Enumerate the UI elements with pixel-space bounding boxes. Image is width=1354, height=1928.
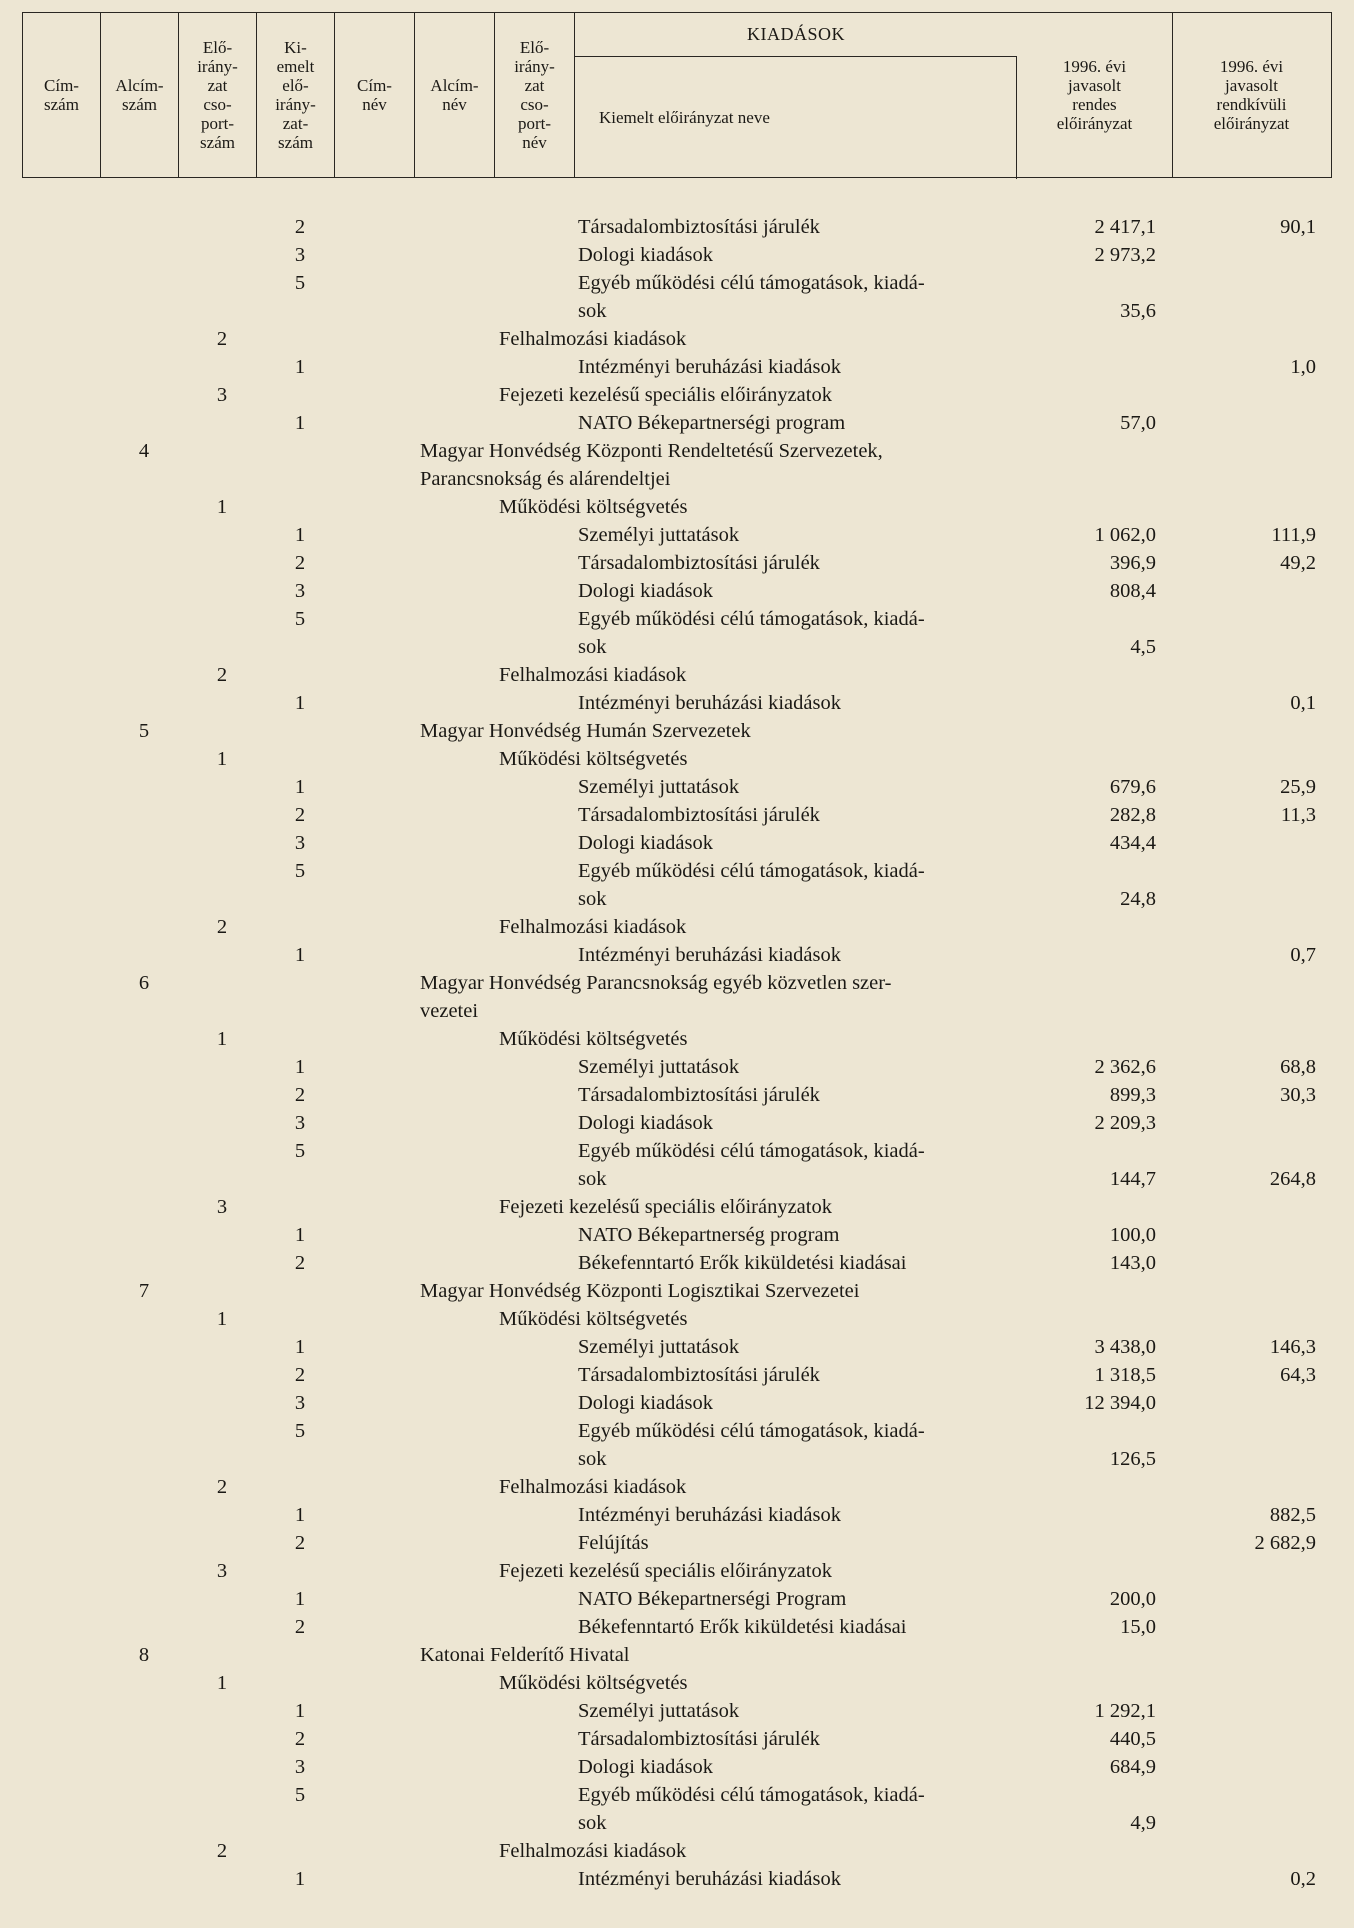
- row-label: Magyar Honvédség Parancsnokság egyéb közvetlen szer-: [420, 972, 892, 994]
- row-label: Személyi juttatások: [578, 1336, 740, 1358]
- cim-number: 4: [138, 440, 150, 462]
- row-label: Egyéb működési célú támogatások, kiadá-: [578, 608, 925, 630]
- rendes-value: 1 062,0: [1094, 524, 1156, 546]
- kiemelt-eloiranyzat-number: 1: [294, 1224, 306, 1246]
- kiemelt-eloiranyzat-number: 3: [294, 1756, 306, 1778]
- table-row: [0, 1473, 1354, 1501]
- table-body: [0, 213, 1354, 1893]
- kiemelt-eloiranyzat-number: 2: [294, 1364, 306, 1386]
- kiemelt-eloiranyzat-number: 1: [294, 1700, 306, 1722]
- table-row: [0, 549, 1354, 577]
- rendkivuli-value: 0,1: [1290, 692, 1316, 714]
- header-rendes-eloiranyzat: 1996. évi javasolt rendes előirányzat: [1017, 13, 1173, 177]
- table-row: [0, 381, 1354, 409]
- table-row: [0, 577, 1354, 605]
- kiemelt-eloiranyzat-number: 1: [294, 1336, 306, 1358]
- rendes-value: 2 417,1: [1094, 216, 1156, 238]
- table-row: [0, 437, 1354, 465]
- kiemelt-eloiranyzat-number: 5: [294, 860, 306, 882]
- row-label: Egyéb működési célú támogatások, kiadá-: [578, 1140, 925, 1162]
- row-label: Fejezeti kezelésű speciális előirányzatok: [499, 1196, 832, 1218]
- row-label: sok: [578, 888, 607, 910]
- table-row: [0, 661, 1354, 689]
- row-label: Intézményi beruházási kiadások: [578, 692, 841, 714]
- rendkivuli-value: 0,2: [1290, 1868, 1316, 1890]
- table-row: [0, 1109, 1354, 1137]
- row-label: Működési költségvetés: [499, 1672, 688, 1694]
- row-label: NATO Békepartnerségi Program: [578, 1588, 847, 1610]
- rendes-value: 24,8: [1120, 888, 1156, 910]
- rendes-value: 679,6: [1109, 776, 1156, 798]
- row-label: Működési költségvetés: [499, 496, 688, 518]
- header-eloiranyzat-csoport-szam: Elő- irány- zat cso- port- szám: [179, 13, 257, 177]
- header-kiemelt-eloiranyzat-szam: Ki- emelt elő- irány- zat- szám: [257, 13, 335, 177]
- row-label: Magyar Honvédség Humán Szervezetek: [420, 720, 751, 742]
- table-row: [0, 1137, 1354, 1165]
- row-label: Társadalombiztosítási járulék: [578, 1364, 820, 1386]
- row-label: Dologi kiadások: [578, 1756, 713, 1778]
- rendkivuli-value: 68,8: [1280, 1056, 1316, 1078]
- row-label: Felhalmozási kiadások: [499, 328, 687, 350]
- table-row: [0, 829, 1354, 857]
- row-label: sok: [578, 636, 607, 658]
- rendkivuli-value: 2 682,9: [1254, 1532, 1316, 1554]
- row-label: Intézményi beruházási kiadások: [578, 1504, 841, 1526]
- rendes-value: 396,9: [1109, 552, 1156, 574]
- row-label: Békefenntartó Erők kiküldetési kiadásai: [578, 1252, 907, 1274]
- table-row: [0, 1641, 1354, 1669]
- row-label: Felhalmozási kiadások: [499, 664, 687, 686]
- table-row: [0, 1865, 1354, 1893]
- kiemelt-eloiranyzat-number: 2: [294, 1532, 306, 1554]
- row-label: Intézményi beruházási kiadások: [578, 1868, 841, 1890]
- table-row: [0, 1529, 1354, 1557]
- eloiranyzat-csoport-number: 2: [216, 916, 228, 938]
- table-row: [0, 297, 1354, 325]
- header-kiemelt-eloiranyzat-neve: Kiemelt előirányzat neve: [575, 57, 1017, 179]
- rendes-value: 12 394,0: [1084, 1392, 1156, 1414]
- rendes-value: 4,9: [1130, 1812, 1156, 1834]
- table-row: [0, 409, 1354, 437]
- table-header: [22, 12, 1332, 178]
- table-row: [0, 1277, 1354, 1305]
- eloiranyzat-csoport-number: 3: [216, 1196, 228, 1218]
- row-label: vezetei: [420, 1000, 479, 1022]
- row-label: sok: [578, 1448, 607, 1470]
- header-rendkivuli-eloiranyzat: 1996. évi javasolt rendkívüli előirányzat: [1213, 57, 1290, 133]
- kiemelt-eloiranyzat-number: 1: [294, 1868, 306, 1890]
- table-row: [0, 1613, 1354, 1641]
- table-row: [0, 941, 1354, 969]
- kiemelt-eloiranyzat-number: 1: [294, 1504, 306, 1526]
- table-row: [0, 325, 1354, 353]
- table-row: [0, 969, 1354, 997]
- row-label: Egyéb működési célú támogatások, kiadá-: [578, 272, 925, 294]
- table-row: [0, 745, 1354, 773]
- header-kiadasok: KIADÁSOK: [575, 13, 1017, 57]
- rendkivuli-value: 11,3: [1280, 804, 1316, 826]
- table-row: [0, 493, 1354, 521]
- table-row: [0, 689, 1354, 717]
- row-label: Dologi kiadások: [578, 832, 713, 854]
- rendkivuli-value: 1,0: [1290, 356, 1316, 378]
- rendkivuli-value: 90,1: [1280, 216, 1316, 238]
- rendes-value: 3 438,0: [1094, 1336, 1156, 1358]
- table-row: [0, 997, 1354, 1025]
- row-label: NATO Békepartnerségi program: [578, 412, 846, 434]
- table-row: [0, 1781, 1354, 1809]
- rendes-value: 440,5: [1109, 1728, 1156, 1750]
- kiemelt-eloiranyzat-number: 2: [294, 216, 306, 238]
- row-label: Felújítás: [578, 1532, 649, 1554]
- row-label: Társadalombiztosítási járulék: [578, 1728, 820, 1750]
- kiemelt-eloiranyzat-number: 5: [294, 272, 306, 294]
- table-row: [0, 717, 1354, 745]
- kiemelt-eloiranyzat-number: 5: [294, 1420, 306, 1442]
- row-label: Személyi juttatások: [578, 1700, 740, 1722]
- row-label: Működési költségvetés: [499, 1028, 688, 1050]
- kiemelt-eloiranyzat-number: 2: [294, 1616, 306, 1638]
- row-label: Működési költségvetés: [499, 748, 688, 770]
- rendkivuli-value: 264,8: [1269, 1168, 1316, 1190]
- rendkivuli-value: 64,3: [1280, 1364, 1316, 1386]
- header-alcim-nev: Alcím- név: [415, 13, 495, 177]
- rendes-value: 100,0: [1109, 1224, 1156, 1246]
- row-label: Dologi kiadások: [578, 1392, 713, 1414]
- eloiranyzat-csoport-number: 1: [216, 1672, 228, 1694]
- header-eloiranyzat-csoport-nev: Elő- irány- zat cso- port- név: [495, 13, 575, 177]
- rendes-value: 4,5: [1130, 636, 1156, 658]
- table-row: [0, 465, 1354, 493]
- rendes-value: 2 362,6: [1094, 1056, 1156, 1078]
- header-cim-nev: Cím- név: [335, 13, 415, 177]
- kiemelt-eloiranyzat-number: 5: [294, 608, 306, 630]
- row-label: Magyar Honvédség Központi Rendeltetésű Szervezetek,: [420, 440, 883, 462]
- rendes-value: 35,6: [1120, 300, 1156, 322]
- kiemelt-eloiranyzat-number: 1: [294, 356, 306, 378]
- row-label: Társadalombiztosítási járulék: [578, 552, 820, 574]
- row-label: Személyi juttatások: [578, 776, 740, 798]
- table-row: [0, 1445, 1354, 1473]
- row-label: Intézményi beruházási kiadások: [578, 356, 841, 378]
- table-row: [0, 605, 1354, 633]
- table-row: [0, 1753, 1354, 1781]
- kiemelt-eloiranyzat-number: 3: [294, 832, 306, 854]
- rendes-value: 200,0: [1109, 1588, 1156, 1610]
- cim-number: 7: [138, 1280, 150, 1302]
- rendes-value: 1 318,5: [1094, 1364, 1156, 1386]
- kiemelt-eloiranyzat-number: 5: [294, 1784, 306, 1806]
- rendes-value: 899,3: [1109, 1084, 1156, 1106]
- row-label: Társadalombiztosítási járulék: [578, 216, 820, 238]
- eloiranyzat-csoport-number: 1: [216, 1308, 228, 1330]
- kiemelt-eloiranyzat-number: 5: [294, 1140, 306, 1162]
- row-label: Felhalmozási kiadások: [499, 1840, 687, 1862]
- kiemelt-eloiranyzat-number: 1: [294, 776, 306, 798]
- table-row: [0, 1585, 1354, 1613]
- rendkivuli-value: 49,2: [1280, 552, 1316, 574]
- kiemelt-eloiranyzat-number: 3: [294, 244, 306, 266]
- kiemelt-eloiranyzat-number: 3: [294, 1392, 306, 1414]
- table-row: [0, 241, 1354, 269]
- table-row: [0, 1669, 1354, 1697]
- row-label: Egyéb működési célú támogatások, kiadá-: [578, 1420, 925, 1442]
- row-label: Egyéb működési célú támogatások, kiadá-: [578, 860, 925, 882]
- table-row: [0, 773, 1354, 801]
- kiemelt-eloiranyzat-number: 1: [294, 944, 306, 966]
- kiemelt-eloiranyzat-number: 2: [294, 1728, 306, 1750]
- rendes-value: 808,4: [1109, 580, 1156, 602]
- eloiranyzat-csoport-number: 3: [216, 384, 228, 406]
- row-label: Katonai Felderítő Hivatal: [420, 1644, 630, 1666]
- kiemelt-eloiranyzat-number: 1: [294, 1056, 306, 1078]
- table-row: [0, 1333, 1354, 1361]
- table-row: [0, 1221, 1354, 1249]
- row-label: Intézményi beruházási kiadások: [578, 944, 841, 966]
- rendes-value: 434,4: [1109, 832, 1156, 854]
- kiemelt-eloiranyzat-number: 3: [294, 580, 306, 602]
- row-label: Működési költségvetés: [499, 1308, 688, 1330]
- kiemelt-eloiranyzat-number: 1: [294, 524, 306, 546]
- rendes-value: 126,5: [1109, 1448, 1156, 1470]
- table-row: [0, 885, 1354, 913]
- kiemelt-eloiranyzat-number: 2: [294, 804, 306, 826]
- rendkivuli-value: 0,7: [1290, 944, 1316, 966]
- eloiranyzat-csoport-number: 1: [216, 1028, 228, 1050]
- kiemelt-eloiranyzat-number: 2: [294, 552, 306, 574]
- row-label: Dologi kiadások: [578, 244, 713, 266]
- eloiranyzat-csoport-number: 1: [216, 496, 228, 518]
- row-label: Magyar Honvédség Központi Logisztikai Szervezetei: [420, 1280, 860, 1302]
- table-row: [0, 1809, 1354, 1837]
- kiemelt-eloiranyzat-number: 3: [294, 1112, 306, 1134]
- rendkivuli-value: 111,9: [1271, 524, 1316, 546]
- rendes-value: 2 209,3: [1094, 1112, 1156, 1134]
- table-row: [0, 1081, 1354, 1109]
- table-row: [0, 1249, 1354, 1277]
- row-label: Személyi juttatások: [578, 1056, 740, 1078]
- table-row: [0, 1361, 1354, 1389]
- row-label: Személyi juttatások: [578, 524, 740, 546]
- table-row: [0, 1305, 1354, 1333]
- cim-number: 6: [138, 972, 150, 994]
- table-row: [0, 1697, 1354, 1725]
- table-row: [0, 213, 1354, 241]
- table-row: [0, 1725, 1354, 1753]
- header-alcim-szam: Alcím- szám: [101, 13, 179, 177]
- table-row: [0, 857, 1354, 885]
- row-label: Parancsnokság és alárendeltjei: [420, 468, 671, 490]
- eloiranyzat-csoport-number: 2: [216, 1840, 228, 1862]
- eloiranyzat-csoport-number: 1: [216, 748, 228, 770]
- row-label: Felhalmozási kiadások: [499, 916, 687, 938]
- row-label: Dologi kiadások: [578, 1112, 713, 1134]
- table-row: [0, 353, 1354, 381]
- row-label: sok: [578, 1168, 607, 1190]
- rendes-value: 684,9: [1109, 1756, 1156, 1778]
- cim-number: 5: [138, 720, 150, 742]
- table-row: [0, 801, 1354, 829]
- row-label: sok: [578, 300, 607, 322]
- rendkivuli-value: 30,3: [1280, 1084, 1316, 1106]
- table-row: [0, 1165, 1354, 1193]
- row-label: sok: [578, 1812, 607, 1834]
- table-row: [0, 913, 1354, 941]
- table-row: [0, 1837, 1354, 1865]
- rendkivuli-value: 25,9: [1280, 776, 1316, 798]
- rendkivuli-value: 882,5: [1269, 1504, 1316, 1526]
- eloiranyzat-csoport-number: 3: [216, 1560, 228, 1582]
- row-label: Felhalmozási kiadások: [499, 1476, 687, 1498]
- rendes-value: 57,0: [1120, 412, 1156, 434]
- row-label: Társadalombiztosítási járulék: [578, 804, 820, 826]
- table-row: [0, 1025, 1354, 1053]
- rendes-value: 15,0: [1120, 1616, 1156, 1638]
- rendes-value: 1 292,1: [1094, 1700, 1156, 1722]
- row-label: Békefenntartó Erők kiküldetési kiadásai: [578, 1616, 907, 1638]
- rendes-value: 2 973,2: [1094, 244, 1156, 266]
- table-row: [0, 521, 1354, 549]
- table-row: [0, 1389, 1354, 1417]
- table-row: [0, 1193, 1354, 1221]
- table-row: [0, 269, 1354, 297]
- kiemelt-eloiranyzat-number: 2: [294, 1084, 306, 1106]
- kiemelt-eloiranyzat-number: 1: [294, 1588, 306, 1610]
- table-row: [0, 1501, 1354, 1529]
- rendkivuli-value: 146,3: [1269, 1336, 1316, 1358]
- table-row: [0, 1053, 1354, 1081]
- rendes-value: 143,0: [1109, 1252, 1156, 1274]
- row-label: NATO Békepartnerség program: [578, 1224, 840, 1246]
- rendes-value: 282,8: [1109, 804, 1156, 826]
- kiemelt-eloiranyzat-number: 1: [294, 412, 306, 434]
- cim-number: 8: [138, 1644, 150, 1666]
- kiemelt-eloiranyzat-number: 2: [294, 1252, 306, 1274]
- table-row: [0, 1557, 1354, 1585]
- kiemelt-eloiranyzat-number: 1: [294, 692, 306, 714]
- table-row: [0, 1417, 1354, 1445]
- header-cim-szam: Cím- szám: [23, 13, 101, 177]
- row-label: Dologi kiadások: [578, 580, 713, 602]
- eloiranyzat-csoport-number: 2: [216, 328, 228, 350]
- rendes-value: 144,7: [1109, 1168, 1156, 1190]
- row-label: Fejezeti kezelésű speciális előirányzatok: [499, 384, 832, 406]
- row-label: Fejezeti kezelésű speciális előirányzatok: [499, 1560, 832, 1582]
- table-row: [0, 633, 1354, 661]
- eloiranyzat-csoport-number: 2: [216, 1476, 228, 1498]
- row-label: Társadalombiztosítási járulék: [578, 1084, 820, 1106]
- eloiranyzat-csoport-number: 2: [216, 664, 228, 686]
- row-label: Egyéb működési célú támogatások, kiadá-: [578, 1784, 925, 1806]
